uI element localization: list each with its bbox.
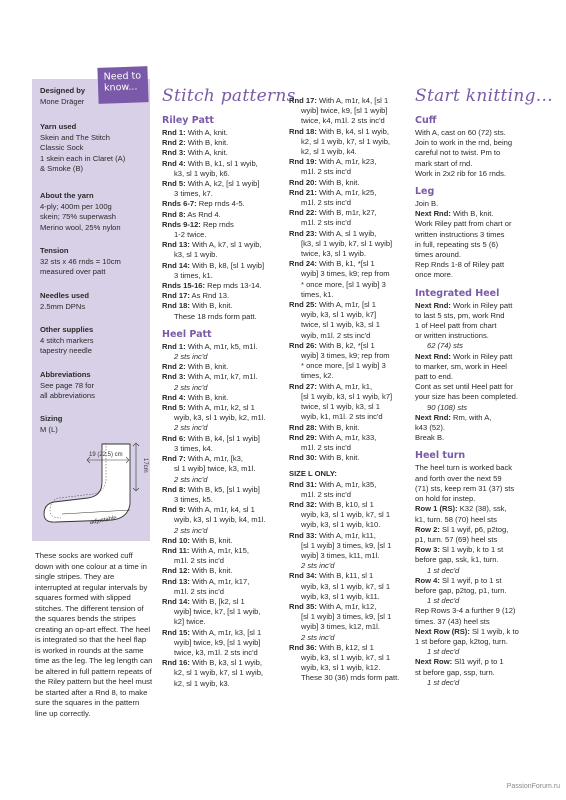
abbreviations-block	[40, 370, 95, 402]
instruction-line: Rnd 2: With B, knit.	[162, 362, 229, 372]
instruction-line: k2, sl 1 wyib, k7, sl 1 wyib,	[301, 136, 391, 146]
yarn-heading: Yarn used	[40, 122, 77, 131]
instruction-line: Join to work in the rnd, being	[415, 138, 513, 148]
instruction-line: 2 sts inc'd	[174, 423, 208, 433]
instruction-label: Rnd 4:	[162, 392, 186, 402]
instruction-line: m1l. 2 sts inc'd	[174, 586, 224, 596]
instruction-line: Rnd 18: With B, k4, sl 1 wyib,	[289, 126, 390, 136]
instruction-line: With A, cast on 60 (72) sts.	[415, 128, 506, 137]
instruction-line: Join B.	[415, 199, 439, 209]
instruction-line: wyib, k1, m1l. 2 sts inc'd	[301, 412, 383, 422]
instruction-line: wyib, k3, sl 1 wyib, k2, m1l.	[174, 413, 266, 423]
instruction-line: times, k2.	[301, 371, 334, 381]
instruction-line: 1 st dec'd	[427, 565, 460, 575]
instruction-line: Cont as set until Heel patt for	[415, 382, 513, 392]
instruction-line: or written instructions.	[415, 331, 489, 341]
stitch-patterns-heading: Stitch patterns	[162, 86, 296, 106]
instruction-line: These 30 (36) rnds form patt.	[301, 673, 400, 683]
instruction-label: Rnds 9-12:	[162, 219, 201, 229]
instruction-label: Rnd 31:	[289, 479, 317, 489]
instruction-label: Rnd 5:	[162, 179, 186, 189]
about-yarn-line: Merino wool, 25% nylon	[40, 222, 121, 232]
instruction-line: wyib] 3 times, k11, m1l.	[301, 550, 380, 560]
instruction-line: sl 1 wyib] twice, k3, m1l.	[174, 464, 256, 474]
about-yarn-line: skein; 75% superwash	[40, 212, 116, 222]
instruction-line: Rnd 13: With A, m1r, k17,	[162, 576, 250, 586]
instruction-line: mark start of rnd.	[415, 158, 473, 168]
instruction-line: Rnd 9: With A, m1r, k4, sl 1	[162, 505, 255, 515]
abbreviations-line: all abbreviations	[40, 391, 95, 401]
instruction-line: * once more, [sl 1 wyib] 3	[301, 279, 386, 289]
instruction-label: Rnds 15-16:	[162, 281, 206, 291]
instruction-label: Rnd 28:	[289, 422, 317, 432]
instruction-line: Rnd 18: With B, knit.	[162, 301, 233, 311]
instruction-line: wyib] twice, k9, [sl 1 wyib]	[174, 637, 261, 647]
instruction-label: Rnds 6-7:	[162, 199, 197, 209]
supplies-block	[40, 325, 94, 357]
instruction-line: Rnd 13: With A, k7, sl 1 wyib,	[162, 240, 262, 250]
instruction-line: Next Rnd: With B, knit.	[415, 209, 494, 219]
instruction-line: times, k1.	[301, 289, 334, 299]
instruction-line: Rnd 20: With B, knit.	[289, 177, 360, 187]
instruction-label: Rnd 17:	[162, 291, 190, 301]
instruction-line: Rnd 23: With A, sl 1 wyib,	[289, 228, 377, 238]
instruction-line: Rnd 19: With A, m1r, k23,	[289, 157, 377, 167]
instruction-line: Next Rnd: Rm, with A,	[415, 412, 492, 422]
instruction-line: Rnd 22: With B, m1r, k27,	[289, 208, 377, 218]
yarn-line: Skein and The Stitch	[40, 132, 110, 142]
instruction-line: wyib, k3, sl 1 wyib, k7]	[301, 310, 377, 320]
instruction-line: 90 (108) sts	[427, 402, 468, 412]
instruction-line: Row 2: Sl 1 wyif, p6, p2tog,	[415, 524, 509, 534]
instruction-label: Rnd 19:	[289, 157, 317, 167]
instruction-line: Rep Rows 3-4 a further 9 (12)	[415, 606, 516, 616]
heel-patt-continued-column	[289, 96, 399, 684]
section-heading: Leg	[415, 186, 435, 198]
instruction-label: Rnd 2:	[162, 362, 186, 372]
instruction-line: Break B.	[415, 433, 445, 443]
instruction-line: Rnd 26: With B, k2, *[sl 1	[289, 340, 375, 350]
instruction-label: Rnd 21:	[289, 187, 317, 197]
instruction-line: 62 (74) sts	[427, 341, 463, 351]
instruction-line: Row 4: Sl 1 wyif, p to 1 st	[415, 575, 502, 585]
instruction-line: 3 times, k4.	[174, 443, 213, 453]
instruction-line: Rnd 15: With A, m1r, k3, [sl 1	[162, 627, 262, 637]
instruction-line: Rnd 4: With B, knit.	[162, 392, 229, 402]
instruction-label: Rnd 18:	[162, 301, 190, 311]
instruction-line: These 18 rnds form patt.	[174, 311, 257, 321]
instruction-label: Rnd 7:	[162, 454, 186, 464]
instruction-line: wyib, k3, sl 1 wyib, k7, sl 1	[301, 510, 391, 520]
instruction-label: Rnd 1:	[162, 128, 186, 137]
instruction-line: 1-2 twice.	[174, 230, 207, 240]
instruction-line: twice, k3, m1l. 2 sts inc'd	[174, 647, 258, 657]
instruction-line: Rnd 34: With B, k11, sl 1	[289, 571, 374, 581]
instruction-label: Rnd 27:	[289, 381, 317, 391]
instruction-label: Rnd 16:	[162, 658, 190, 668]
instruction-line: Rnd 25: With A, m1r, [sl 1	[289, 300, 376, 310]
section-heading: Heel Patt	[162, 328, 212, 340]
instruction-line: Rnd 29: With A, m1r, k33,	[289, 432, 377, 442]
instruction-line: k2, sl 1 wyib, k4.	[301, 147, 357, 157]
sizing-value: M (L)	[40, 424, 58, 434]
need-to-know-tag: Need to know...	[97, 66, 148, 104]
instruction-line: wyib, k3, sl 1 wyib, k7, sl 1	[301, 652, 391, 662]
instruction-label: Rnd 14:	[162, 596, 190, 606]
instruction-line: Rnd 24: With B, k1, *[sl 1	[289, 259, 375, 269]
instruction-line: on hold for instep.	[415, 494, 476, 504]
tension-line: measured over patt	[40, 267, 106, 277]
instruction-line: Rnd 5: With A, k2, [sl 1 wyib]	[162, 179, 260, 189]
instruction-line: (71) sts, keep rem 31 (37) sts	[415, 483, 515, 493]
instruction-label: Rnd 36:	[289, 642, 317, 652]
instruction-line: in full, repeating sts 5 (6)	[415, 239, 499, 249]
instruction-line: 3 times, k5.	[174, 494, 213, 504]
instruction-line: Next Row (RS): Sl 1 wyib, k to	[415, 626, 519, 636]
instruction-line: Rnd 12: With B, knit.	[162, 566, 233, 576]
start-knitting-heading: Start knitting...	[415, 86, 553, 106]
instruction-label: Rnd 20:	[289, 177, 317, 187]
instruction-label: Next Rnd:	[415, 412, 451, 422]
instruction-line: st before gap, ssp, turn.	[415, 667, 495, 677]
size-l-heading: SIZE L ONLY:	[289, 469, 337, 479]
instruction-line: Rnd 30: With B, knit.	[289, 453, 360, 463]
instruction-line: Rnd 1: With A, m1r, k5, m1l.	[162, 341, 258, 351]
instruction-line: 2 sts inc'd	[301, 632, 335, 642]
instruction-line: 2 sts inc'd	[174, 382, 208, 392]
instruction-label: Rnd 23:	[289, 228, 317, 238]
instruction-line: Rnd 3: With A, knit.	[162, 148, 228, 158]
instruction-line: 3 times, k1.	[174, 270, 213, 280]
instruction-line: Rnd 32: With B, k10, sl 1	[289, 499, 374, 509]
instruction-label: Rnd 30:	[289, 453, 317, 463]
abbreviations-heading: Abbreviations	[40, 370, 91, 379]
instruction-line: Row 1 (RS): K32 (38), ssk,	[415, 504, 507, 514]
instruction-line: Next Row: Sl1 wyif, p to 1	[415, 657, 504, 667]
instruction-label: Rnd 22:	[289, 208, 317, 218]
instruction-label: Rnd 29:	[289, 432, 317, 442]
instruction-line: Rnd 2: With B, knit.	[162, 138, 229, 148]
instruction-label: Rnd 32:	[289, 499, 317, 509]
instruction-line: wyib] 3 times, k9; rep from	[301, 269, 390, 279]
start-knitting-column	[415, 108, 519, 688]
instruction-line: p1, turn. 57 (69) heel sts	[415, 534, 498, 544]
instruction-line: Rnd 16: With B, k3, sl 1 wyib,	[162, 658, 263, 668]
instruction-label: Rnd 5:	[162, 403, 186, 413]
instruction-line: wyib, k3, sl 1 wyib, k12.	[301, 663, 381, 673]
instruction-line: Work Riley patt from chart or	[415, 219, 512, 229]
instruction-line: 2 sts inc'd	[174, 352, 208, 362]
instruction-line: written instructions 3 times	[415, 229, 505, 239]
instruction-line: k3, sl 1 wyib.	[174, 250, 218, 260]
instruction-line: Rnd 4: With B, k1, sl 1 wyib,	[162, 158, 258, 168]
instruction-label: Rnd 14:	[162, 260, 190, 270]
instruction-line: Rnd 3: With A, m1r, k7, m1l.	[162, 372, 258, 382]
about-yarn-block	[40, 191, 121, 233]
instruction-line: [sl 1 wyib, k3, sl 1 wyib, k7]	[301, 391, 393, 401]
instruction-line: to marker, sm, work in Heel	[415, 361, 507, 371]
needles-line: 2.5mm DPNs	[40, 301, 86, 311]
designer-name: Mone Dräger	[40, 96, 85, 106]
instruction-line: Rnd 8: With B, k5, [sl 1 wyib]	[162, 484, 260, 494]
instruction-line: twice, k4, m1l. 2 sts inc'd	[301, 116, 385, 126]
instruction-line: Rnd 36: With B, k12, sl 1	[289, 642, 374, 652]
intro-paragraph: These socks are worked cuff down with one colour at a time in single stripes. They are interrupted at regular intervals by squares formed with slipped stitches. The different tension of the squares bends the stripes creating an op-art effect. The heel is integrated so that the heel flap is worked in rounds at the same time as the leg. The leg length can be altered in full pattern repeats of the Riley pattern but the heel must be started after a Rnd 8, to make sure the squares in the pattern line up correctly.	[35, 551, 153, 718]
instruction-line: Rnd 21: With A, m1r, k25,	[289, 187, 377, 197]
instruction-line: m1l. 2 sts inc'd	[301, 218, 351, 228]
section-heading: Riley Patt	[162, 115, 214, 126]
instruction-label: Next Rnd:	[415, 300, 451, 310]
instruction-line: k2] twice.	[174, 617, 206, 627]
instruction-line: m1l. 2 sts inc'd	[301, 198, 351, 208]
instruction-label: Row 4:	[415, 575, 440, 585]
instruction-line: before gap, ssk, k1, turn.	[415, 555, 499, 565]
tension-line: 32 sts x 46 rnds = 10cm	[40, 256, 121, 266]
instruction-label: Rnd 8:	[162, 484, 186, 494]
instruction-line: wyib, k3, sl 1 wyib, k10.	[301, 520, 381, 530]
instruction-line: 1 of Heel patt from chart	[415, 321, 497, 331]
instruction-line: 1 st dec'd	[427, 677, 460, 687]
instruction-label: Rnd 12:	[162, 566, 190, 576]
instruction-line: The heel turn is worked back	[415, 463, 513, 473]
instruction-line: Rnd 33: With A, m1r, k11,	[289, 530, 376, 540]
instruction-label: Rnd 35:	[289, 601, 317, 611]
instruction-line: Rnd 5: With A, m1r, k2, sl 1	[162, 403, 255, 413]
instruction-label: Rnd 1:	[162, 341, 186, 351]
instruction-line: 2 sts inc'd	[174, 474, 208, 484]
needles-block	[40, 291, 89, 312]
instruction-label: Rnd 8:	[162, 209, 186, 219]
instruction-line: m1l. 2 sts inc'd	[301, 167, 351, 177]
adjustable-label: adjustable	[89, 515, 118, 526]
supplies-heading: Other supplies	[40, 325, 94, 334]
instruction-label: Rnd 11:	[162, 545, 190, 555]
instruction-line: Rnd 31: With A, m1r, k35,	[289, 479, 377, 489]
instruction-label: Rnd 6:	[162, 433, 186, 443]
section-heading: Integrated Heel	[415, 287, 500, 299]
instruction-label: Rnd 13:	[162, 240, 190, 250]
instruction-line: Work in 2x2 rib for 16 rnds.	[415, 168, 507, 178]
instruction-label: Next Rnd:	[415, 351, 451, 361]
instruction-label: Rnd 9:	[162, 505, 186, 515]
instruction-label: Rnd 2:	[162, 138, 186, 148]
instruction-line: 1 st before gap, k2tog, turn.	[415, 636, 508, 646]
instruction-line: Rnds 9-12: Rep rnds	[162, 219, 234, 229]
abbreviations-line: See page 78 for	[40, 380, 95, 390]
instruction-line: Rep Rnds 1-8 of Riley patt	[415, 260, 505, 270]
instruction-line: Rnd 14: With B, [k2, sl 1	[162, 596, 245, 606]
designed-by-block	[40, 86, 85, 107]
instruction-line: Rnd 10: With B, knit.	[162, 535, 233, 545]
instruction-line: twice, k3, sl 1 wyib.	[301, 249, 366, 259]
instruction-label: Rnd 15:	[162, 627, 190, 637]
sock-diagram	[40, 410, 158, 528]
supplies-line: 4 stitch markers	[40, 335, 94, 345]
instruction-line: Row 3: Sl 1 wyib, k to 1 st	[415, 545, 504, 555]
instruction-line: Rnd 27: With A, m1r, k1,	[289, 381, 373, 391]
instruction-line: twice, sl 1 wyib, k3, sl 1	[301, 320, 380, 330]
foot-length-label: 19 (22.5) cm	[89, 452, 123, 458]
instruction-line: Rnd 28: With B, knit.	[289, 422, 360, 432]
instruction-line: Rnds 15-16: Rep rnds 13-14.	[162, 281, 262, 291]
instruction-label: Next Row (RS):	[415, 626, 470, 636]
instruction-line: and forth over the next 59	[415, 473, 502, 483]
instruction-line: wyib, k3, sl 1 wyib, k4, m1l.	[174, 515, 266, 525]
instruction-line: Next Rnd: Work in Riley patt	[415, 300, 513, 310]
instruction-label: Row 1 (RS):	[415, 504, 458, 514]
instruction-line: wyib, k3, sl 1 wyib, k11.	[301, 591, 380, 601]
instruction-line: times around.	[415, 250, 462, 260]
instruction-label: Rnd 34:	[289, 571, 317, 581]
instruction-line: 3 times, k7.	[174, 189, 213, 199]
instruction-line: Rnd 7: With A, m1r, [k3,	[162, 454, 244, 464]
about-yarn-line: 4-ply; 400m per 100g	[40, 201, 112, 211]
instruction-line: [sl 1 wyib] 3 times, k9, [sl 1	[301, 612, 392, 622]
instruction-line: times. 37 (43) heel sts	[415, 616, 490, 626]
designed-by-heading: Designed by	[40, 86, 86, 95]
instruction-line: Rnd 11: With A, m1r, k15,	[162, 545, 249, 555]
about-yarn-heading: About the yarn	[40, 191, 94, 200]
instruction-line: k1, turn. 58 (70) heel sts	[415, 514, 497, 524]
instruction-line: your size has been completed.	[415, 392, 518, 402]
instruction-line: twice, sl 1 wyib, k3, sl 1	[301, 402, 380, 412]
yarn-line: 1 skein each in Claret (A)	[40, 153, 126, 163]
watermark: PassionForum.ru	[506, 783, 560, 790]
section-heading: Heel turn	[415, 450, 466, 462]
instruction-line: k3, sl 1 wyib, k6.	[174, 168, 230, 178]
instruction-line: Rnd 17: With A, m1r, k4, [sl 1	[289, 96, 389, 105]
instruction-line: m1l. 2 sts inc'd	[301, 489, 351, 499]
instruction-line: Rnd 1: With A, knit.	[162, 128, 228, 137]
instruction-label: Row 2:	[415, 524, 440, 534]
instruction-line: to last 5 sts, pm, work Rnd	[415, 310, 505, 320]
instruction-label: Rnd 13:	[162, 576, 190, 586]
instruction-label: Rnd 24:	[289, 259, 317, 269]
instruction-label: Row 3:	[415, 545, 440, 555]
instruction-line: 1 st dec'd	[427, 647, 460, 657]
instruction-line: * once more, [sl 1 wyib] 3	[301, 361, 386, 371]
instruction-line: m1l. 2 sts inc'd	[174, 556, 224, 566]
yarn-block	[40, 122, 125, 175]
instruction-line: 2 sts inc'd	[301, 561, 335, 571]
instruction-label: Rnd 10:	[162, 535, 190, 545]
instruction-line: k2, sl 1 wyib, k3.	[174, 678, 230, 688]
instruction-line: Rnds 6-7: Rep rnds 4-5.	[162, 199, 245, 209]
needles-heading: Needles used	[40, 291, 89, 300]
instruction-label: Rnd 26:	[289, 340, 317, 350]
instruction-line: [sl 1 wyib] 3 times, k9, [sl 1	[301, 540, 392, 550]
instruction-line: Next Rnd: Work in Riley patt	[415, 351, 513, 361]
leg-length-label: 17cm	[142, 458, 148, 473]
instruction-line: 2 sts inc'd	[174, 525, 208, 535]
instruction-label: Rnd 3:	[162, 372, 186, 382]
instruction-line: patt to end.	[415, 372, 453, 382]
instruction-line: wyib] 3 times, k12, m1l.	[301, 622, 380, 632]
stitch-patterns-column	[162, 108, 266, 689]
instruction-line: wyib] twice, k7, [sl 1 wyib,	[174, 607, 261, 617]
instruction-line: Rnd 35: With A, m1r, k12,	[289, 601, 377, 611]
instruction-line: Rnd 14: With B, k8, [sl 1 wyib]	[162, 260, 265, 270]
instruction-line: 1 st dec'd	[427, 596, 460, 606]
instruction-line: wyib, k3, sl 1 wyib, k7, sl 1	[301, 581, 391, 591]
supplies-line: tapestry needle	[40, 346, 92, 356]
instruction-line: [k3, sl 1 wyib, k7, sl 1 wyib]	[301, 238, 393, 248]
instruction-label: Rnd 33:	[289, 530, 317, 540]
instruction-label: Next Row:	[415, 657, 453, 667]
instruction-line: Rnd 17: As Rnd 13.	[162, 291, 230, 301]
instruction-label: Rnd 17:	[289, 96, 317, 105]
sizing-heading: Sizing	[40, 414, 63, 423]
yarn-line: & Smoke (B)	[40, 164, 84, 174]
tension-block	[40, 246, 121, 278]
instruction-line: before gap, p2tog, p1, turn.	[415, 585, 507, 595]
instruction-label: Rnd 18:	[289, 126, 317, 136]
instruction-label: Rnd 4:	[162, 158, 186, 168]
yarn-line: Classic Sock	[40, 143, 84, 153]
instruction-line: wyib] twice, k9, [sl 1 wyib]	[301, 106, 388, 116]
instruction-line: careful not to twist. Pm to	[415, 148, 501, 158]
tension-heading: Tension	[40, 246, 69, 255]
instruction-label: Next Rnd:	[415, 209, 451, 219]
section-heading: Cuff	[415, 115, 437, 126]
instruction-line: wyib, m1l. 2 sts inc'd	[301, 330, 371, 340]
instruction-line: m1l. 2 sts inc'd	[301, 442, 351, 452]
instruction-label: Rnd 3:	[162, 148, 186, 158]
instruction-label: Rnd 25:	[289, 300, 317, 310]
instruction-line: Rnd 8: As Rnd 4.	[162, 209, 221, 219]
instruction-line: k43 (52).	[415, 423, 445, 433]
instruction-line: wyib] 3 times, k9; rep from	[301, 351, 390, 361]
instruction-line: k2, sl 1 wyib, k7, sl 1 wyib,	[174, 668, 264, 678]
instruction-line: once more.	[415, 270, 453, 280]
instruction-line: Rnd 6: With B, k4, [sl 1 wyib]	[162, 433, 260, 443]
